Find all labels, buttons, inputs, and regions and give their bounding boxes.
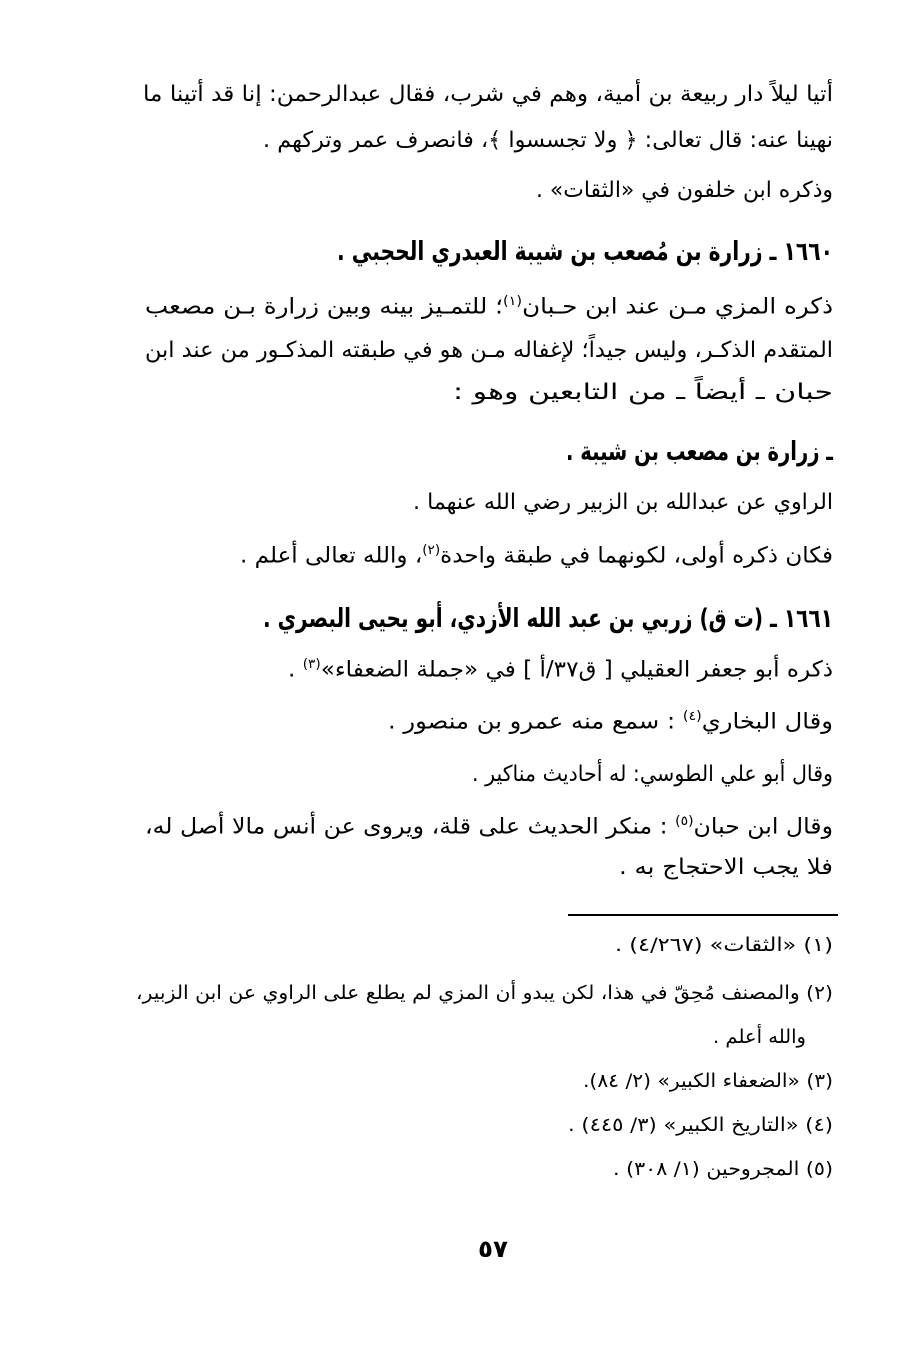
body-line-8 (240, 544, 833, 567)
body-line-7: الراوي عن عبدالله بن الزبير رضي الله عنهما . (413, 490, 833, 515)
entry-heading-1660: ١٦٦٠ ـ زرارة بن مُصعب بن شيبة العبدري الحجبي . (337, 237, 833, 267)
footnote-2-line-1: (٢) والمصنف مُحِقّ في هذا، لكن يبدو أن المزي لم يطلع على الراوي عن ابن الزبير، (136, 982, 833, 1004)
body-line-10 (388, 710, 833, 733)
sub-entry-heading: ـ زرارة بن مصعب بن شيبة . (566, 437, 833, 467)
footnote-separator (568, 914, 838, 916)
body-line-1: أتيا ليلاً دار ربيعة بن أمية، وهم في شرب، فقال عبدالرحمن: إنا قد أتينا ما (143, 82, 833, 107)
body-line-12 (145, 815, 833, 838)
body-line-5: المتقدم الذكـر، وليس جيداً؛ لإغفاله مـن هو في طبقته المذكـور من عند ابن (145, 338, 833, 363)
body-line-13: فلا يجب الاحتجاج به . (619, 855, 833, 880)
text-segment: ذكره أبو جعفر العقيلي [ ق٣٧/أ ] في «جملة الضعفاء» (320, 657, 833, 683)
text-segment: ، والله تعالى أعلم . (240, 543, 423, 569)
body-line-3: وذكره ابن خلفون في «الثقات» . (536, 178, 833, 203)
text-segment: فكان ذكره أولى، لكونهما في طبقة واحدة (440, 543, 833, 569)
text-segment: ؛ للتمـيز بينه وبين زرارة بـن مصعب (145, 294, 503, 320)
footnote-ref-4: (٤) (682, 709, 702, 724)
footnote-1: (١) «الثقات» (٤/٢٦٧) . (615, 934, 833, 956)
page-number: ٥٧ (478, 1235, 508, 1263)
footnote-ref-3: (٣) (302, 657, 321, 672)
text-segment: وقال البخاري (701, 709, 833, 735)
body-line-11: وقال أبو علي الطوسي: له أحاديث مناكير . (472, 762, 833, 787)
body-line-2: نهينا عنه: قال تعالى: ﴿ ولا تجسسوا ﴾، فانصرف عمر وتركهم . (263, 128, 833, 153)
body-line-6: حبان ـ أيضاً ـ من التابعين وهو : (453, 380, 833, 405)
body-line-9 (288, 658, 833, 681)
text-segment: . (288, 657, 303, 683)
text-segment: وقال ابن حبان (693, 814, 833, 840)
footnote-4: (٤) «التاريخ الكبير» (٣/ ٤٤٥) . (568, 1114, 833, 1136)
text-segment: : منكر الحديث على قلة، ويروى عن أنس مالا أصل له، (145, 814, 676, 840)
footnote-3: (٣) «الضعفاء الكبير» (٢/ ٨٤). (583, 1070, 833, 1092)
footnote-ref-2: (٢) (422, 543, 441, 558)
footnote-ref-1: (١) (502, 294, 523, 309)
footnote-ref-5: (٥) (675, 814, 694, 829)
footnote-5: (٥) المجروحين (١/ ٣٠٨) . (613, 1158, 833, 1180)
body-line-4 (145, 295, 833, 318)
entry-heading-1661: ١٦٦١ ـ (ت ق) زربي بن عبد الله الأزدي، أبو يحيى البصري . (263, 604, 833, 634)
footnote-2-line-2: والله أعلم . (713, 1026, 806, 1048)
text-segment: ذكره المزي مـن عند ابن حـبان (522, 294, 833, 320)
text-segment: : سمع منه عمرو بن منصور . (388, 709, 683, 735)
